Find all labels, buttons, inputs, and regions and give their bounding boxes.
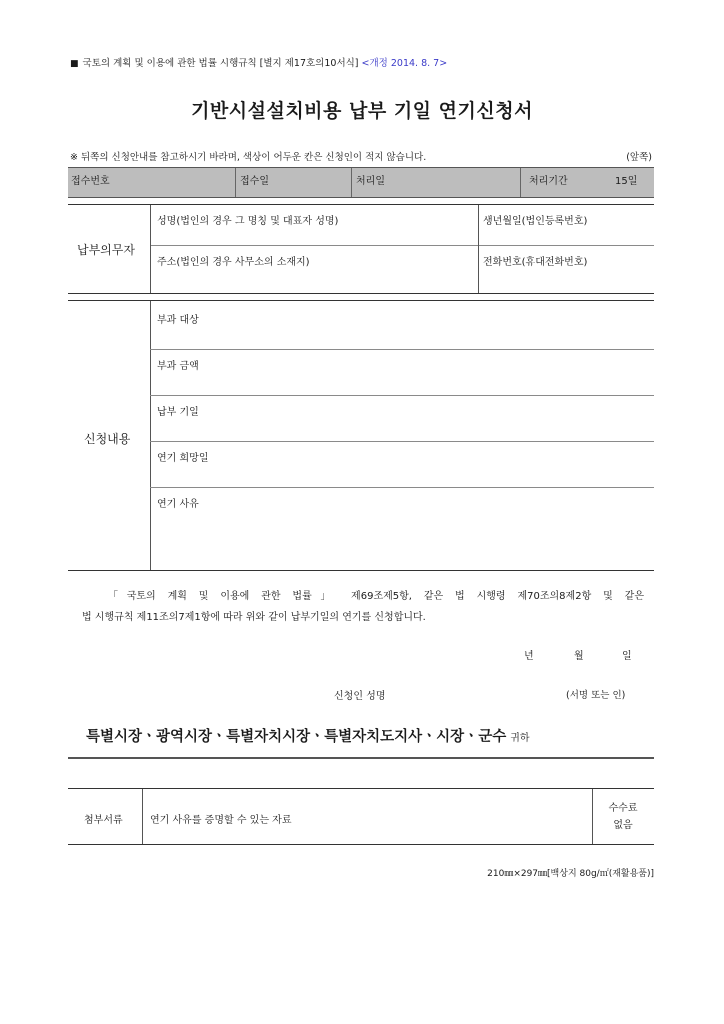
applicant-name-label: 신청인 성명	[334, 691, 386, 702]
desired-date-field[interactable]: 연기 희망일	[157, 453, 209, 464]
page-side-label: (앞쪽)	[626, 152, 652, 163]
signature-mark: (서명 또는 인)	[566, 690, 626, 701]
levy-amount-field[interactable]: 부과 금액	[157, 361, 199, 372]
payer-birth-field[interactable]: 생년월일(법인등록번호)	[483, 216, 588, 227]
column-rule	[150, 301, 151, 570]
paper-spec: 210㎜×297㎜[백상지 80g/㎡(재활용품)]	[487, 869, 654, 879]
row-rule	[150, 245, 654, 246]
application-section-label: 신청내용	[84, 432, 131, 446]
fee-value: 없음	[613, 820, 633, 831]
payer-section-label: 납부의무자	[77, 243, 135, 257]
payer-phone-field[interactable]: 전화번호(휴대전화번호)	[483, 257, 588, 268]
levy-target-field[interactable]: 부과 대상	[157, 315, 199, 326]
column-rule	[142, 789, 143, 844]
addressee	[86, 725, 530, 746]
row-rule	[150, 395, 654, 396]
law-reference	[70, 55, 447, 69]
addressee-suffix: 귀하	[510, 733, 530, 744]
receipt-number-label: 접수번호	[71, 176, 110, 187]
payer-name-field[interactable]: 성명(법인의 경우 그 명칭 및 대표자 성명)	[157, 216, 339, 227]
section-rule	[68, 788, 654, 789]
payment-date-field[interactable]: 납부 기일	[157, 407, 199, 418]
application-statement	[82, 586, 644, 628]
statement-line-2: 법 시행규칙 제11조의7제1항에 따라 위와 같이 납부기일의 연기를 신청합니다.	[82, 612, 426, 623]
date-month: 월	[574, 651, 584, 662]
date-year: 년	[524, 651, 534, 662]
column-rule	[150, 205, 151, 293]
postpone-reason-field[interactable]: 연기 사유	[157, 499, 199, 510]
attachment-label: 첨부서류	[84, 815, 123, 826]
payer-address-field[interactable]: 주소(법인의 경우 사무소의 소재지)	[157, 257, 310, 268]
process-date-label: 처리일	[356, 176, 385, 187]
processing-period-label: 처리기간	[529, 176, 568, 187]
form-title: 기반시설설치비용 납부 기일 연기신청서	[191, 100, 533, 122]
row-rule	[150, 487, 654, 488]
square-bullet-icon: ■	[70, 59, 79, 69]
section-rule	[68, 570, 654, 571]
divider	[520, 168, 521, 197]
column-rule	[592, 789, 593, 844]
fee-label: 수수료	[608, 803, 638, 814]
law-reference-text: 국토의 계획 및 이용에 관한 법률 시행규칙 [별지 제17호의10서식]	[82, 58, 359, 69]
column-rule	[478, 205, 479, 293]
statement-line-1: 「국토의 계획 및 이용에 관한 법률」 제69조제5항, 같은 법 시행령 제70조의8제2항 및 같은	[108, 591, 644, 602]
processing-strip	[68, 167, 654, 198]
section-rule	[68, 300, 654, 301]
fee-box	[600, 800, 646, 834]
revision-date: <개정 2014. 8. 7>	[361, 58, 448, 69]
divider	[235, 168, 236, 197]
addressee-name: 특별시장ㆍ광역시장ㆍ특별자치시장ㆍ특별자치도지사ㆍ시장ㆍ군수	[86, 729, 507, 745]
section-rule	[68, 757, 654, 759]
row-rule	[150, 441, 654, 442]
processing-period-value: 15일	[615, 176, 638, 187]
section-rule	[68, 204, 654, 205]
date-day: 일	[622, 651, 632, 662]
receipt-date-label: 접수일	[240, 176, 269, 187]
section-rule	[68, 844, 654, 845]
attachment-value: 연기 사유를 증명할 수 있는 자료	[150, 815, 292, 826]
divider	[351, 168, 352, 197]
section-rule	[68, 293, 654, 294]
guide-note: ※ 뒤쪽의 신청안내를 참고하시기 바라며, 색상이 어두운 칸은 신청인이 적지 않습니다.	[70, 152, 427, 163]
row-rule	[150, 349, 654, 350]
